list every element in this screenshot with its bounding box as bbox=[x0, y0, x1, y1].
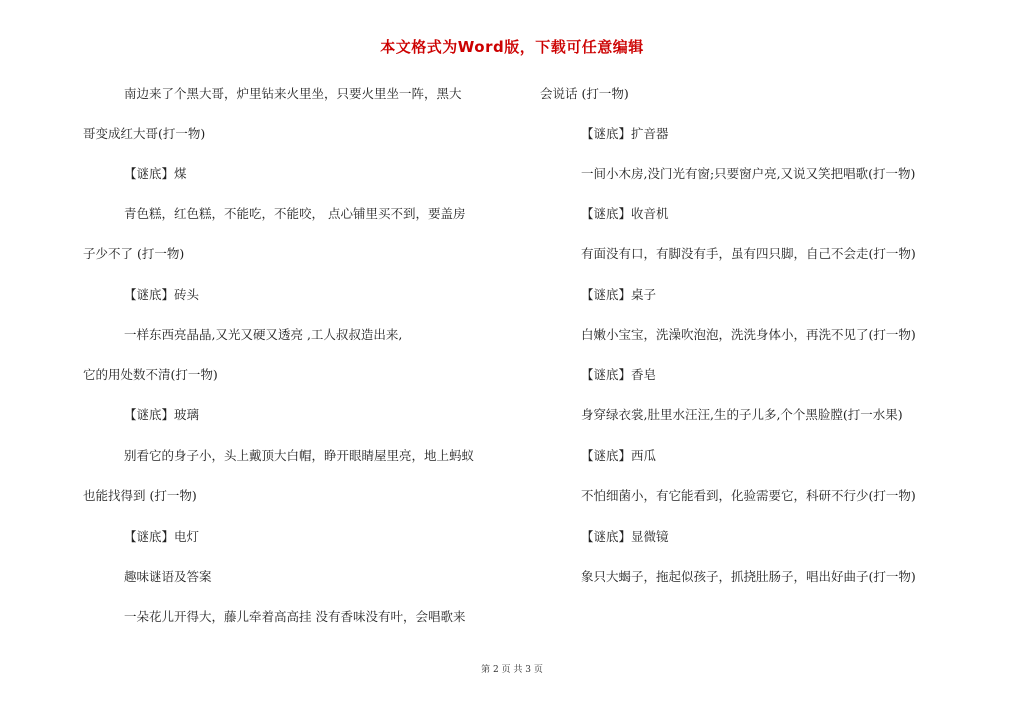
right-line-1: 会说话 (打一物) bbox=[540, 86, 629, 101]
left-line-7: 别看它的身子小，头上戴顶大白帽，睁开眼睛屋里亮，地上蚂蚁 bbox=[124, 448, 475, 463]
left-line-5: 一样东西亮晶晶,又光又硬又透亮 ,工人叔叔造出来, bbox=[124, 327, 403, 342]
left-answer-3: 【谜底】玻璃 bbox=[124, 407, 200, 422]
right-answer-2: 【谜底】收音机 bbox=[581, 206, 669, 221]
right-answer-5: 【谜底】西瓜 bbox=[581, 448, 657, 463]
right-answer-6: 【谜底】显微镜 bbox=[581, 529, 669, 544]
right-answer-4: 【谜底】香皂 bbox=[581, 367, 657, 382]
left-answer-1: 【谜底】煤 bbox=[124, 166, 187, 181]
right-line-4: 白嫩小宝宝，洗澡吹泡泡，洗洗身体小，再洗不见了(打一物) bbox=[581, 327, 916, 342]
left-section-heading: 趣味谜语及答案 bbox=[124, 569, 212, 584]
left-line-4: 子少不了 (打一物) bbox=[83, 246, 185, 261]
left-line-2: 哥变成红大哥(打一物) bbox=[83, 126, 206, 141]
page-header-title: 本文格式为Word版，下载可任意编辑 bbox=[380, 38, 644, 56]
right-answer-3: 【谜底】桌子 bbox=[581, 287, 657, 302]
right-line-3: 有面没有口，有脚没有手，虽有四只脚，自己不会走(打一物) bbox=[581, 246, 916, 261]
left-line-9: 一朵花儿开得大，藤儿牵着高高挂 没有香味没有叶，会唱歌来 bbox=[124, 609, 466, 624]
left-line-3: 青色糕，红色糕，不能吃，不能咬， 点心铺里买不到，要盖房 bbox=[124, 206, 466, 221]
left-line-6: 它的用处数不清(打一物) bbox=[83, 367, 218, 382]
left-answer-2: 【谜底】砖头 bbox=[124, 287, 200, 302]
left-answer-4: 【谜底】电灯 bbox=[124, 529, 200, 544]
right-line-2: 一间小木房,没门光有窗;只要窗户亮,又说又笑把唱歌(打一物) bbox=[581, 166, 916, 181]
page-number: 第 2 页 共 3 页 bbox=[481, 665, 543, 675]
right-line-7: 象只大蝎子，拖起似孩子，抓挠肚肠子，唱出好曲子(打一物) bbox=[581, 569, 916, 584]
left-line-1: 南边来了个黑大哥，炉里钻来火里坐，只要火里坐一阵，黑大 bbox=[124, 86, 462, 101]
right-line-6: 不怕细菌小，有它能看到，化验需要它，科研不行少(打一物) bbox=[581, 488, 916, 503]
right-line-5: 身穿绿衣裳,肚里水汪汪,生的子儿多,个个黑脸膛(打一水果) bbox=[581, 407, 903, 422]
right-answer-1: 【谜底】扩音器 bbox=[581, 126, 669, 141]
left-line-8: 也能找得到 (打一物) bbox=[83, 488, 197, 503]
